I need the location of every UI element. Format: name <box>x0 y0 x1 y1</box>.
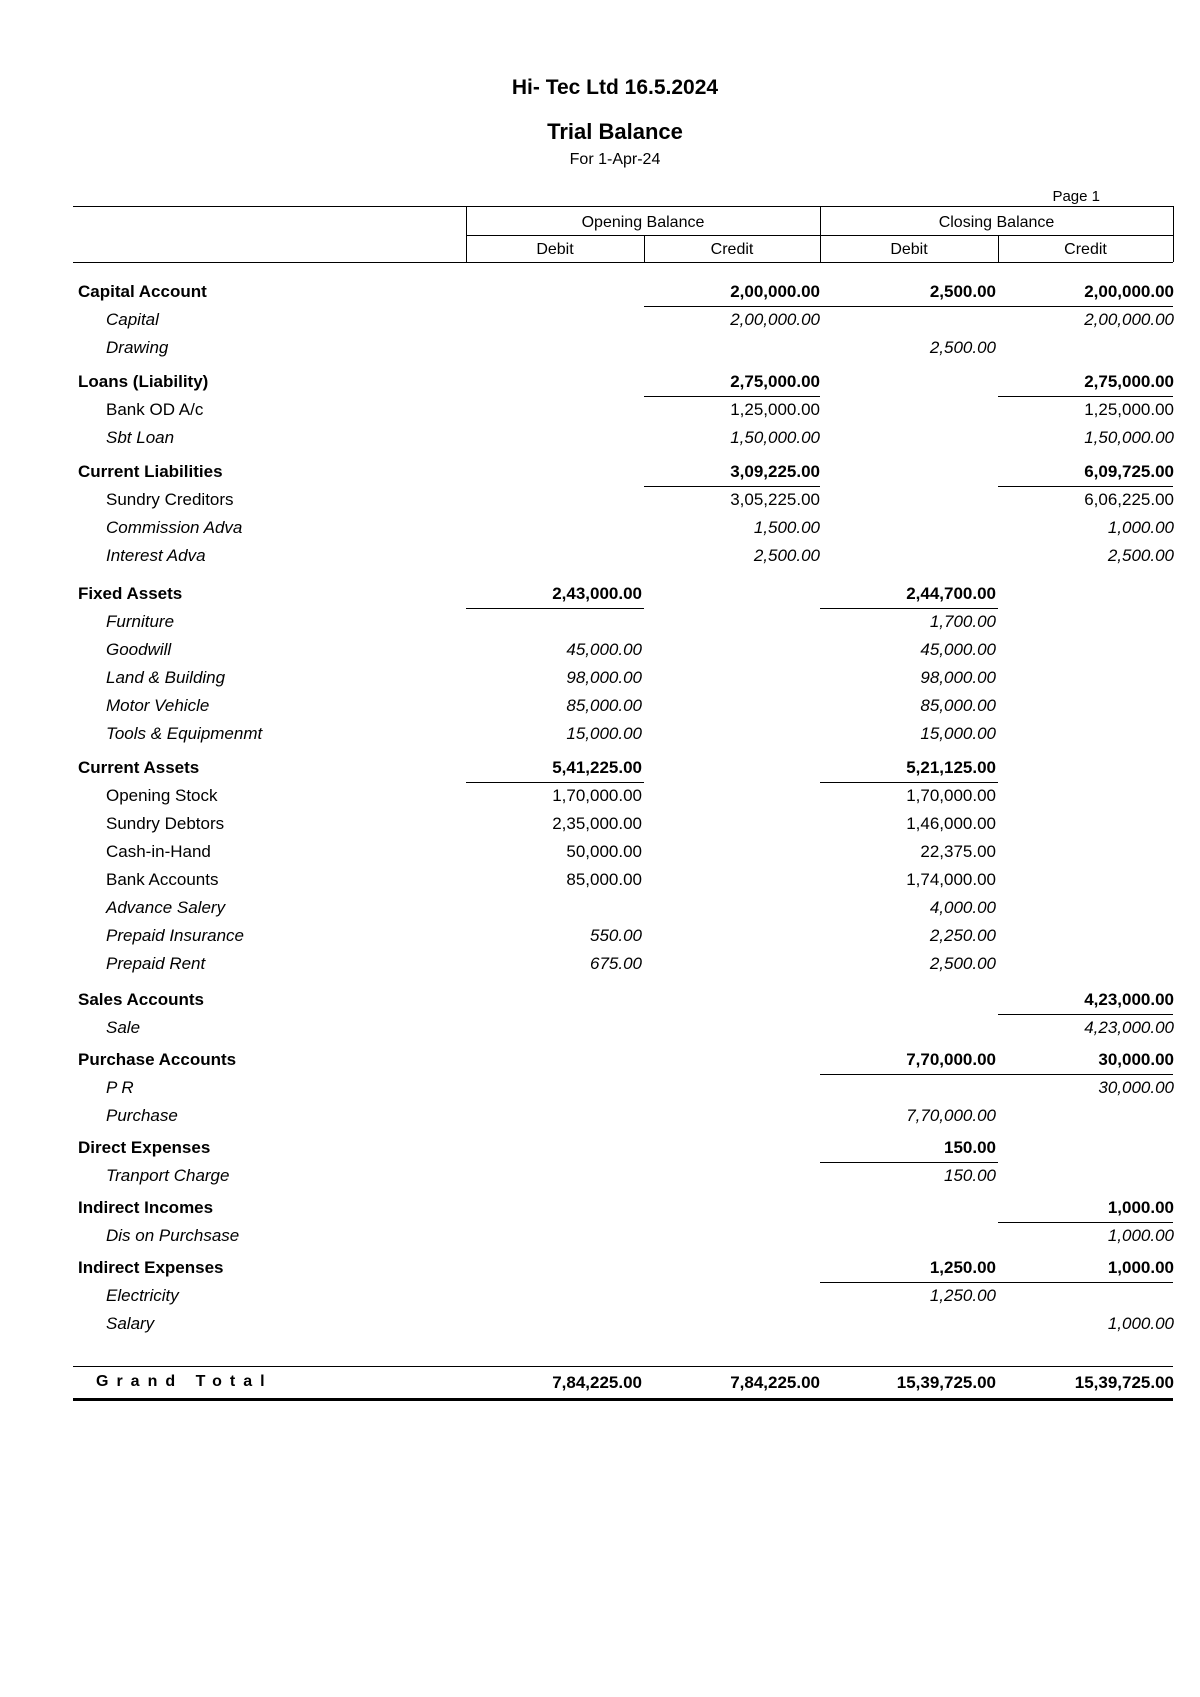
group-name: Direct Expenses <box>78 1138 211 1157</box>
group-row <box>0 458 1200 486</box>
closing-debit-amount: 15,000.00 <box>920 724 996 743</box>
closing-debit-amount: 1,250.00 <box>929 1258 996 1277</box>
closing-debit-header: Debit <box>890 241 928 258</box>
ledger-row <box>0 838 1200 866</box>
opening-credit-amount: 3,09,225.00 <box>730 462 820 481</box>
ledger-row <box>0 636 1200 664</box>
closing-debit-amount: 2,500.00 <box>929 282 996 301</box>
group-name: Purchase Accounts <box>78 1050 237 1069</box>
closing-debit-amount: 150.00 <box>944 1138 996 1157</box>
closing-credit-amount: 1,000.00 <box>1107 518 1174 537</box>
group-row <box>0 754 1200 782</box>
group-row <box>0 1046 1200 1074</box>
ledger-row <box>0 608 1200 636</box>
closing-debit-amount: 2,500.00 <box>929 338 996 357</box>
group-row <box>0 278 1200 306</box>
ledger-row <box>0 894 1200 922</box>
closing-credit-amount: 2,500.00 <box>1107 546 1174 565</box>
closing-debit-amount: 85,000.00 <box>920 696 996 715</box>
group-row <box>0 1134 1200 1162</box>
ledger-name: Sbt Loan <box>106 428 175 447</box>
closing-debit-amount: 1,700.00 <box>929 612 996 631</box>
ledger-row <box>0 810 1200 838</box>
closing-credit-amount: 1,000.00 <box>1107 1258 1174 1277</box>
opening-debit-amount: 2,43,000.00 <box>552 584 642 603</box>
closing-credit-amount: 2,75,000.00 <box>1084 372 1174 391</box>
grand-total-label: Grand Total <box>96 1373 273 1390</box>
grand-total-top-rule <box>73 1366 1173 1367</box>
opening-debit-amount: 85,000.00 <box>566 870 642 889</box>
closing-credit-amount: 30,000.00 <box>1098 1078 1174 1097</box>
report-title: Trial Balance <box>547 119 683 144</box>
group-name: Fixed Assets <box>78 584 183 603</box>
closing-balance-header: Closing Balance <box>938 214 1055 231</box>
ledger-name: Bank OD A/c <box>106 400 204 419</box>
ledger-row <box>0 1310 1200 1338</box>
closing-credit-amount: 4,23,000.00 <box>1084 1018 1174 1037</box>
ledger-row <box>0 1102 1200 1130</box>
closing-credit-amount: 1,000.00 <box>1107 1198 1174 1217</box>
closing-debit-amount: 2,500.00 <box>929 954 996 973</box>
ledger-row <box>0 486 1200 514</box>
ledger-row <box>0 664 1200 692</box>
ledger-row <box>0 1162 1200 1190</box>
ledger-row <box>0 306 1200 334</box>
closing-credit-amount: 2,00,000.00 <box>1084 282 1174 301</box>
ledger-name: Tranport Charge <box>106 1166 230 1185</box>
ledger-row <box>0 692 1200 720</box>
closing-credit-amount: 1,000.00 <box>1107 1226 1174 1245</box>
closing-debit-amount: 2,250.00 <box>929 926 996 945</box>
closing-credit-amount: 2,00,000.00 <box>1084 310 1174 329</box>
header-top-rule <box>73 206 1173 207</box>
ledger-name: Prepaid Rent <box>106 954 206 973</box>
closing-credit-header: Credit <box>1064 241 1107 258</box>
closing-debit-amount: 4,000.00 <box>929 898 996 917</box>
opening-debit-amount: 85,000.00 <box>566 696 642 715</box>
ledger-row <box>0 1282 1200 1310</box>
opening-credit-header: Credit <box>710 241 754 258</box>
closing-credit-amount: 1,25,000.00 <box>1084 400 1174 419</box>
closing-credit-amount: 6,06,225.00 <box>1084 490 1174 509</box>
ledger-name: Drawing <box>106 338 169 357</box>
group-name: Capital Account <box>78 282 207 301</box>
ledger-row <box>0 922 1200 950</box>
closing-debit-amount: 150.00 <box>944 1166 996 1185</box>
group-row <box>0 580 1200 608</box>
group-row <box>0 368 1200 396</box>
ledger-row <box>0 514 1200 542</box>
closing-debit-amount: 98,000.00 <box>920 668 996 687</box>
ledger-name: Sale <box>106 1018 141 1037</box>
ledger-row <box>0 396 1200 424</box>
closing-debit-amount: 1,74,000.00 <box>906 870 996 889</box>
header-divider <box>1173 206 1174 262</box>
closing-credit-amount: 1,50,000.00 <box>1084 428 1174 447</box>
opening-credit-amount: 1,25,000.00 <box>730 400 820 419</box>
group-row <box>0 986 1200 1014</box>
ledger-row <box>0 1014 1200 1042</box>
closing-credit-amount: 1,000.00 <box>1107 1314 1174 1333</box>
opening-credit-amount: 3,05,225.00 <box>730 490 820 509</box>
ledger-name: Dis on Purchsase <box>106 1226 240 1245</box>
grand-total-opening-debit: 7,84,225.00 <box>552 1373 642 1392</box>
closing-debit-amount: 5,21,125.00 <box>906 758 996 777</box>
group-name: Sales Accounts <box>78 990 204 1009</box>
ledger-name: Sundry Debtors <box>106 814 225 833</box>
ledger-name: Sundry Creditors <box>106 490 234 509</box>
opening-debit-header: Debit <box>536 241 574 258</box>
grand-total-closing-credit: 15,39,725.00 <box>1074 1373 1174 1392</box>
closing-debit-amount: 2,44,700.00 <box>906 584 996 603</box>
ledger-row <box>0 950 1200 978</box>
closing-debit-amount: 1,70,000.00 <box>906 786 996 805</box>
opening-debit-amount: 15,000.00 <box>566 724 642 743</box>
ledger-name: Salary <box>106 1314 155 1333</box>
opening-debit-amount: 1,70,000.00 <box>552 786 642 805</box>
opening-debit-amount: 550.00 <box>590 926 642 945</box>
ledger-row <box>0 424 1200 452</box>
ledger-name: Advance Salery <box>106 898 226 917</box>
opening-debit-amount: 5,41,225.00 <box>552 758 642 777</box>
opening-debit-amount: 98,000.00 <box>566 668 642 687</box>
ledger-row <box>0 542 1200 570</box>
opening-credit-amount: 1,50,000.00 <box>730 428 820 447</box>
closing-debit-amount: 1,46,000.00 <box>906 814 996 833</box>
opening-credit-amount: 2,75,000.00 <box>730 372 820 391</box>
ledger-name: Bank Accounts <box>106 870 219 889</box>
group-name: Indirect Incomes <box>78 1198 214 1217</box>
closing-credit-amount: 6,09,725.00 <box>1084 462 1174 481</box>
closing-debit-amount: 45,000.00 <box>920 640 996 659</box>
opening-credit-amount: 2,00,000.00 <box>730 310 820 329</box>
ledger-row <box>0 1074 1200 1102</box>
opening-credit-amount: 2,500.00 <box>753 546 820 565</box>
ledger-name: Goodwill <box>106 640 172 659</box>
closing-debit-amount: 1,250.00 <box>929 1286 996 1305</box>
opening-debit-amount: 45,000.00 <box>566 640 642 659</box>
header-bottom-rule <box>73 262 1173 263</box>
opening-debit-amount: 2,35,000.00 <box>552 814 642 833</box>
ledger-name: Interest Adva <box>106 546 206 565</box>
ledger-row <box>0 782 1200 810</box>
ledger-name: Furniture <box>106 612 175 631</box>
ledger-name: Motor Vehicle <box>106 696 210 715</box>
group-name: Loans (Liability) <box>78 372 209 391</box>
ledger-name: Prepaid Insurance <box>106 926 244 945</box>
group-name: Current Liabilities <box>78 462 223 481</box>
opening-debit-amount: 675.00 <box>590 954 642 973</box>
company-name: Hi- Tec Ltd 16.5.2024 <box>511 76 719 99</box>
group-name: Current Assets <box>78 758 200 777</box>
opening-balance-header: Opening Balance <box>581 214 705 231</box>
page-number: Page 1 <box>1052 188 1100 205</box>
group-name: Indirect Expenses <box>78 1258 224 1277</box>
closing-debit-amount: 7,70,000.00 <box>906 1050 996 1069</box>
ledger-row <box>0 1222 1200 1250</box>
ledger-name: Commission Adva <box>106 518 243 537</box>
ledger-name: P R <box>106 1078 134 1097</box>
group-row <box>0 1254 1200 1282</box>
ledger-name: Cash-in-Hand <box>106 842 211 861</box>
ledger-row <box>0 866 1200 894</box>
grand-total-opening-credit: 7,84,225.00 <box>730 1373 820 1392</box>
ledger-name: Capital <box>106 310 159 329</box>
ledger-name: Opening Stock <box>106 786 218 805</box>
ledger-row <box>0 334 1200 362</box>
closing-credit-amount: 4,23,000.00 <box>1084 990 1174 1009</box>
grand-total-row <box>0 1368 1200 1398</box>
closing-debit-amount: 7,70,000.00 <box>906 1106 996 1125</box>
closing-credit-amount: 30,000.00 <box>1098 1050 1174 1069</box>
ledger-row <box>0 720 1200 748</box>
opening-credit-amount: 1,500.00 <box>753 518 820 537</box>
ledger-name: Purchase <box>106 1106 178 1125</box>
ledger-name: Tools & Equipmenmt <box>106 724 263 743</box>
opening-debit-amount: 50,000.00 <box>566 842 642 861</box>
opening-credit-amount: 2,00,000.00 <box>730 282 820 301</box>
closing-debit-amount: 22,375.00 <box>920 842 996 861</box>
grand-total-closing-debit: 15,39,725.00 <box>896 1373 996 1392</box>
ledger-name: Land & Building <box>106 668 226 687</box>
group-row <box>0 1194 1200 1222</box>
grand-total-bottom-rule <box>73 1398 1173 1401</box>
ledger-name: Electricity <box>106 1286 179 1305</box>
report-period: For 1-Apr-24 <box>569 151 661 168</box>
